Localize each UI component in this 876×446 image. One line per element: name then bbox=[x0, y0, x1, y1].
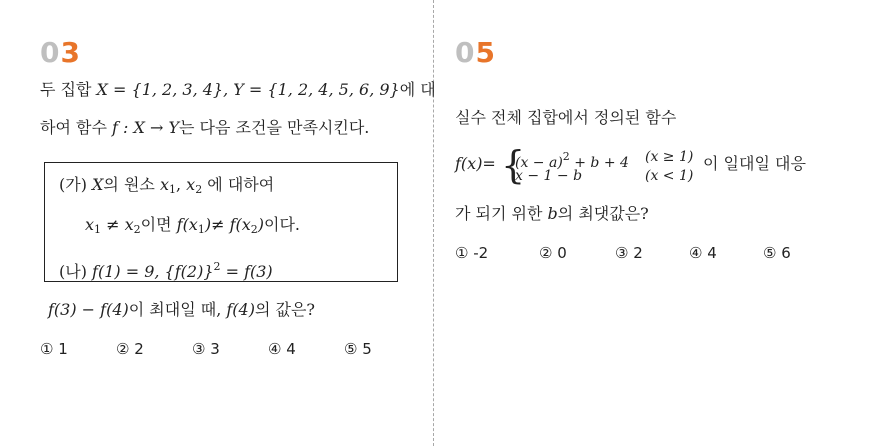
q03-question-math: f(3) − f(4) bbox=[48, 300, 129, 319]
q03-choices bbox=[40, 340, 420, 362]
ne-sub1: 1 bbox=[94, 223, 102, 236]
condition-na-math1: f(1) = 9, {f(2)} bbox=[92, 262, 214, 281]
q03-question-text2: 의 값은? bbox=[254, 300, 316, 319]
condition-box bbox=[44, 162, 398, 282]
var-x2: x bbox=[186, 175, 196, 194]
brace-icon: { bbox=[501, 143, 526, 187]
ne-op2: ≠ bbox=[211, 215, 230, 234]
condition-na bbox=[59, 257, 273, 282]
ne-f1-close: ) bbox=[204, 215, 212, 234]
q05-choice-4[interactable]: ④ 4 bbox=[689, 244, 717, 262]
question-number-digit: 3 bbox=[60, 36, 81, 69]
q05-choice-1[interactable]: ① -2 bbox=[455, 244, 489, 262]
condition-ga-text2: 에 대하여 bbox=[202, 175, 275, 194]
q03-line1-prefix: 두 집합 bbox=[40, 80, 97, 99]
condition-na-sup: 2 bbox=[213, 260, 221, 273]
condition-na-math2: = f(3) bbox=[220, 262, 273, 281]
ne-sub2: 2 bbox=[133, 223, 141, 236]
condition-ga-set: X bbox=[92, 175, 104, 194]
q05-case1-sup: 2 bbox=[562, 150, 570, 163]
q05-case1-cond: (x ≥ 1) bbox=[645, 149, 694, 165]
ne-f1-sub: 1 bbox=[197, 223, 205, 236]
q05-line3-prefix: 가 되기 위한 bbox=[455, 204, 548, 223]
q03-choice-2[interactable]: ② 2 bbox=[116, 340, 144, 358]
q05-choices bbox=[455, 244, 835, 266]
ne-f2: f(x bbox=[229, 215, 251, 234]
sub-2: 2 bbox=[195, 183, 203, 196]
q03-line-2 bbox=[40, 118, 369, 138]
q05-choice-2[interactable]: ② 0 bbox=[539, 244, 567, 262]
q05-case1-b: + b + 4 bbox=[569, 155, 629, 171]
q03-line2-prefix: 하여 함수 bbox=[40, 118, 112, 137]
q03-line-1 bbox=[40, 80, 436, 100]
ne-x2: x bbox=[124, 215, 134, 234]
ne-op: ≠ bbox=[101, 215, 125, 234]
q03-choice-1[interactable]: ① 1 bbox=[40, 340, 68, 358]
var-x1: x bbox=[159, 175, 169, 194]
condition-ga bbox=[59, 175, 274, 200]
q05-piecewise bbox=[455, 143, 835, 188]
q05-line3-math: b bbox=[547, 204, 558, 223]
q03-question-text1: 이 최대일 때, bbox=[128, 300, 227, 319]
ne-x1: x bbox=[85, 215, 95, 234]
q03-choice-4[interactable]: ④ 4 bbox=[268, 340, 296, 358]
q05-case2: x − 1 − b bbox=[515, 168, 583, 184]
condition-ga-label: (가) bbox=[59, 175, 93, 194]
q05-choice-5[interactable]: ⑤ 6 bbox=[763, 244, 791, 262]
q03-line2-suffix: 는 다음 조건을 만족시킨다. bbox=[179, 118, 370, 137]
question-number-05 bbox=[455, 36, 496, 69]
q05-line-1: 실수 전체 집합에서 정의된 함수 bbox=[455, 108, 677, 127]
ne-f1: f(x bbox=[176, 215, 198, 234]
q05-line-3 bbox=[455, 204, 649, 224]
q03-question-math2: f(4) bbox=[226, 300, 255, 319]
q05-case2-cond: (x < 1) bbox=[645, 168, 694, 184]
column-divider bbox=[433, 0, 434, 446]
q05-choice-3[interactable]: ③ 2 bbox=[615, 244, 643, 262]
condition-inequality bbox=[85, 215, 300, 240]
q05-line2-suffix: 이 일대일 대응 bbox=[703, 154, 806, 173]
ne-text: 이면 bbox=[140, 215, 177, 234]
question-number-zero: 0 bbox=[40, 36, 61, 69]
condition-ga-text: 의 원소 bbox=[103, 175, 160, 194]
question-number-03 bbox=[40, 36, 81, 69]
ne-f2-sub: 2 bbox=[250, 223, 258, 236]
q03-question bbox=[48, 300, 315, 320]
q03-sets-math: X = {1, 2, 3, 4}, Y = {1, 2, 4, 5, 6, 9} bbox=[96, 80, 400, 99]
ne-f2-close: ) bbox=[257, 215, 265, 234]
q05-fx: f(x)= bbox=[455, 154, 496, 173]
q03-function-math: f : X → Y bbox=[112, 118, 180, 137]
question-number-digit: 5 bbox=[475, 36, 496, 69]
q03-choice-5[interactable]: ⑤ 5 bbox=[344, 340, 372, 358]
sub-1: 1 bbox=[169, 183, 176, 196]
q03-line1-suffix: 에 대 bbox=[399, 80, 436, 99]
condition-na-label: (나) bbox=[59, 262, 93, 281]
q03-choice-3[interactable]: ③ 3 bbox=[192, 340, 220, 358]
ne-tail: 이다. bbox=[264, 215, 301, 234]
q05-case1-a: (x − a) bbox=[515, 155, 563, 171]
q05-line3-suffix: 의 최댓값은? bbox=[557, 204, 649, 223]
comma: , bbox=[176, 175, 187, 194]
question-number-zero: 0 bbox=[455, 36, 476, 69]
